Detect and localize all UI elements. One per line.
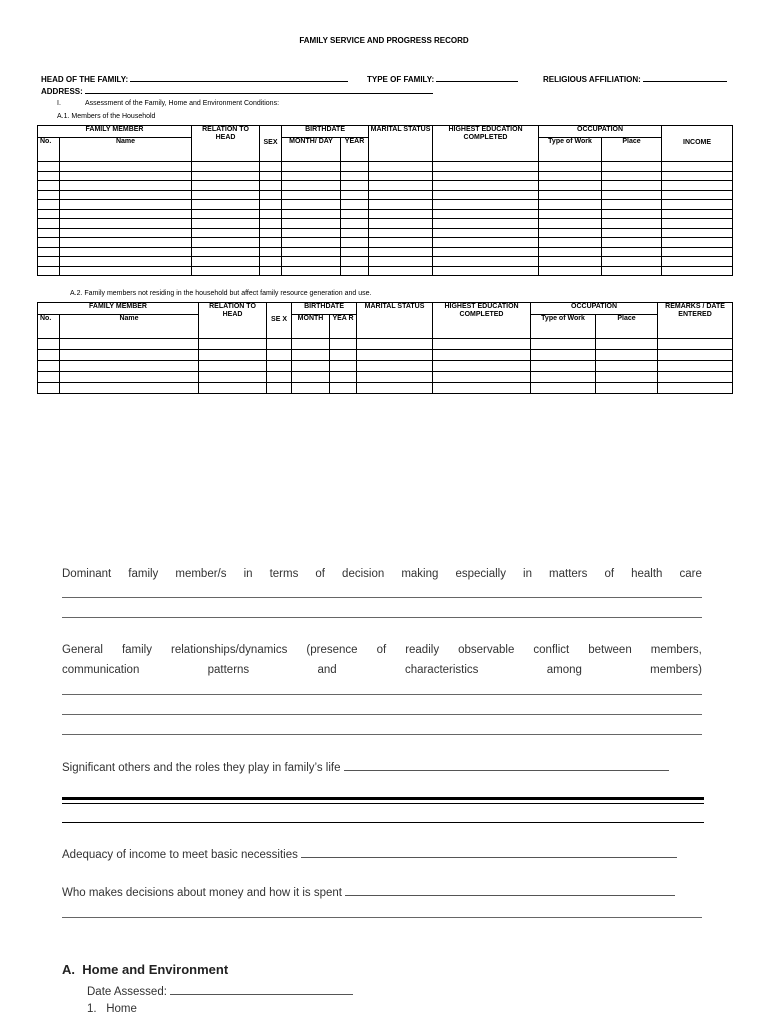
table-cell[interactable] [38,181,60,191]
table-cell[interactable] [433,171,539,181]
question-money-decisions [62,886,675,899]
table-cell[interactable] [38,257,60,267]
table-cell[interactable] [292,339,330,350]
table-cell[interactable] [199,383,267,394]
table-cell[interactable] [341,200,369,210]
table-cell[interactable] [260,219,282,229]
col-occupation: OCCUPATION [539,126,662,138]
table-cell[interactable] [341,257,369,267]
table-cell[interactable] [282,190,341,200]
table-cell[interactable] [199,350,267,361]
table-cell[interactable] [369,171,433,181]
table-cell[interactable] [662,171,733,181]
col-name: Name [60,138,192,162]
col2-sex: SE X [267,303,292,339]
table-cell[interactable] [369,162,433,172]
table-cell[interactable] [38,247,60,257]
table-cell[interactable] [192,171,260,181]
table-cell[interactable] [282,181,341,191]
type-of-family-label: TYPE OF FAMILY: [367,75,435,84]
table-cell[interactable] [282,228,341,238]
table-cell[interactable] [531,350,596,361]
table-cell[interactable] [60,171,192,181]
table-cell[interactable] [330,383,357,394]
type-of-family-line [436,74,518,82]
table-row [38,200,733,210]
table-cell[interactable] [602,257,662,267]
table-cell[interactable] [596,361,658,372]
divider-thick [62,797,704,800]
answer-line[interactable] [62,734,702,735]
table-cell[interactable] [433,228,539,238]
home-item [87,1003,137,1015]
table-cell[interactable] [539,209,602,219]
table-cell[interactable] [531,339,596,350]
table-cell[interactable] [539,190,602,200]
table-cell[interactable] [433,266,539,276]
table-cell[interactable] [60,257,192,267]
table-cell[interactable] [192,219,260,229]
address-line [85,86,433,94]
table-cell[interactable] [602,162,662,172]
table-cell[interactable] [260,238,282,248]
table-cell[interactable] [539,238,602,248]
col2-place: Place [596,315,658,339]
table-cell[interactable] [662,266,733,276]
table-cell[interactable] [433,209,539,219]
table-cell[interactable] [199,339,267,350]
table-cell[interactable] [38,190,60,200]
table-cell[interactable] [38,200,60,210]
table-cell[interactable] [539,171,602,181]
table-cell[interactable] [357,350,433,361]
table-cell[interactable] [60,162,192,172]
table-cell[interactable] [369,228,433,238]
table-cell[interactable] [531,361,596,372]
table-cell[interactable] [539,219,602,229]
type-of-family-field[interactable] [367,74,518,84]
table-cell[interactable] [60,219,192,229]
significant-others-line[interactable] [344,761,669,771]
table-cell[interactable] [38,209,60,219]
col2-month: MONTH [292,315,330,339]
table-cell[interactable] [192,181,260,191]
table-cell[interactable] [433,383,531,394]
answer-line[interactable] [62,694,702,695]
table-cell[interactable] [341,209,369,219]
religious-affiliation-label: RELIGIOUS AFFILIATION: [543,75,641,84]
table-cell[interactable] [38,339,60,350]
col2-no: No. [38,315,60,339]
col2-year: YEA R [330,315,357,339]
table-cell[interactable] [282,171,341,181]
table-cell[interactable] [602,247,662,257]
table-row [38,238,733,248]
table-cell[interactable] [192,238,260,248]
table-cell[interactable] [602,209,662,219]
col2-occupation: OCCUPATION [531,303,658,315]
table-cell[interactable] [341,238,369,248]
table-cell[interactable] [267,339,292,350]
table-cell[interactable] [267,361,292,372]
table-row [38,228,733,238]
section-title: Assessment of the Family, Home and Environment Conditions: [85,100,280,107]
table-cell[interactable] [357,372,433,383]
religious-affiliation-line [643,74,727,82]
table-cell[interactable] [260,209,282,219]
table-cell[interactable] [662,247,733,257]
section-title: Home and Environment [82,962,229,977]
table-cell[interactable] [282,209,341,219]
table-row [38,181,733,191]
table-cell[interactable] [330,372,357,383]
table-cell[interactable] [662,219,733,229]
table-row [38,372,733,383]
page-title: FAMILY SERVICE AND PROGRESS RECORD [299,36,469,45]
table-row [38,162,733,172]
table-cell[interactable] [531,383,596,394]
table-cell[interactable] [369,200,433,210]
table-cell[interactable] [192,162,260,172]
table-cell[interactable] [192,247,260,257]
table-cell[interactable] [596,372,658,383]
table-row [38,171,733,181]
non-resident-members-table [37,302,733,394]
table-cell[interactable] [267,383,292,394]
table-cell[interactable] [539,266,602,276]
col-month-day: MONTH/ DAY [282,138,341,162]
section-letter: A. [62,962,75,977]
col2-education: HIGHEST EDUCATION COMPLETED [433,303,531,339]
table-cell[interactable] [60,350,199,361]
table-cell[interactable] [38,266,60,276]
table-row [38,339,733,350]
question-dominant-member: Dominant family member/s in terms of decision making especially in matters of health care [62,568,702,580]
question-family-relationships: General family relationships/dynamics (presence of readily observable conflict between members, [62,644,702,656]
table-cell[interactable] [662,190,733,200]
table-cell[interactable] [602,200,662,210]
table-cell[interactable] [602,238,662,248]
table-cell[interactable] [602,190,662,200]
head-of-family-field[interactable] [41,74,348,84]
table-cell[interactable] [596,339,658,350]
table-row [38,257,733,267]
col-type-of-work: Type of Work [539,138,602,162]
table-cell[interactable] [192,200,260,210]
table-cell[interactable] [330,350,357,361]
col-family-member: FAMILY MEMBER [38,126,192,138]
table-cell[interactable] [282,219,341,229]
table-cell[interactable] [658,383,733,394]
table-row [38,361,733,372]
table-cell[interactable] [662,228,733,238]
table-cell[interactable] [60,209,192,219]
table-cell[interactable] [602,171,662,181]
table-row [38,219,733,229]
table-cell[interactable] [192,228,260,238]
table-cell[interactable] [357,339,433,350]
table-cell[interactable] [38,219,60,229]
col-birthdate: BIRTHDATE [282,126,369,138]
table-cell[interactable] [192,266,260,276]
table-row [38,209,733,219]
table-cell[interactable] [267,350,292,361]
table-cell[interactable] [433,339,531,350]
table-cell[interactable] [433,200,539,210]
address-label: ADDRESS: [41,87,83,96]
table-cell[interactable] [282,238,341,248]
table-cell[interactable] [433,361,531,372]
col2-family-member: FAMILY MEMBER [38,303,199,315]
table-cell[interactable] [369,190,433,200]
table-cell[interactable] [433,181,539,191]
table-cell[interactable] [60,238,192,248]
table-row [38,190,733,200]
answer-line[interactable] [62,714,702,715]
table-cell[interactable] [433,238,539,248]
col2-type-of-work: Type of Work [531,315,596,339]
answer-line[interactable] [62,917,702,918]
date-assessed-field [87,985,353,998]
table-cell[interactable] [357,383,433,394]
date-assessed-label: Date Assessed: [87,986,167,998]
question-significant-others [62,761,669,774]
table-cell[interactable] [60,361,199,372]
question-adequacy-income [62,848,677,861]
table-cell[interactable] [199,361,267,372]
table-cell[interactable] [267,372,292,383]
table-cell[interactable] [662,238,733,248]
col-sex: SEX [260,126,282,162]
table-cell[interactable] [260,171,282,181]
table-cell[interactable] [369,219,433,229]
table-cell[interactable] [658,350,733,361]
subsection-a1-title: A.1. Members of the Household [57,113,156,120]
col-education: HIGHEST EDUCATION COMPLETED [433,126,539,162]
table-cell[interactable] [341,219,369,229]
table-cell[interactable] [369,209,433,219]
table-cell[interactable] [539,257,602,267]
table-cell[interactable] [658,361,733,372]
table-cell[interactable] [60,383,199,394]
table-cell[interactable] [596,383,658,394]
col2-remarks: REMARKS / DATE ENTERED [658,303,733,339]
head-of-family-label: HEAD OF THE FAMILY: [41,75,129,84]
table-cell[interactable] [531,372,596,383]
table-cell[interactable] [369,247,433,257]
table-row [38,383,733,394]
adequacy-line[interactable] [301,848,677,858]
table-cell[interactable] [539,247,602,257]
table-cell[interactable] [38,383,60,394]
table-cell[interactable] [60,247,192,257]
table-cell[interactable] [60,190,192,200]
adequacy-label: Adequacy of income to meet basic necessities [62,849,298,861]
table-cell[interactable] [341,171,369,181]
table-cell[interactable] [539,228,602,238]
col2-birthdate: BIRTHDATE [292,303,357,315]
table-cell[interactable] [330,339,357,350]
table-cell[interactable] [260,257,282,267]
col-year: YEAR [341,138,369,162]
table-cell[interactable] [341,247,369,257]
table-cell[interactable] [60,339,199,350]
table-cell[interactable] [38,238,60,248]
table-cell[interactable] [369,181,433,191]
table-cell[interactable] [602,266,662,276]
table-cell[interactable] [38,372,60,383]
table-cell[interactable] [60,266,192,276]
table-cell[interactable] [38,228,60,238]
table-cell[interactable] [341,162,369,172]
table-cell[interactable] [282,200,341,210]
table-cell[interactable] [662,257,733,267]
table-cell[interactable] [330,361,357,372]
table-cell[interactable] [662,162,733,172]
col-no: No. [38,138,60,162]
table-cell[interactable] [292,383,330,394]
table-cell[interactable] [260,181,282,191]
table-cell[interactable] [357,361,433,372]
col2-marital: MARITAL STATUS [357,303,433,339]
home-item-label: Home [106,1003,137,1015]
table-cell[interactable] [60,372,199,383]
table-cell[interactable] [341,266,369,276]
divider-thin [62,803,704,804]
home-item-number: 1. [87,1003,97,1015]
table-cell[interactable] [60,200,192,210]
table-cell[interactable] [60,181,192,191]
table-cell[interactable] [292,372,330,383]
section-number: I. [57,100,61,107]
table-cell[interactable] [192,257,260,267]
table-cell[interactable] [662,200,733,210]
col-relation: RELATION TO HEAD [192,126,260,162]
question-family-relationships-cont: communication patterns and characteristics among members) [62,664,702,676]
table-cell[interactable] [260,162,282,172]
table-cell[interactable] [38,171,60,181]
col-marital: MARITAL STATUS [369,126,433,162]
table-row [38,247,733,257]
table-cell[interactable] [433,162,539,172]
table-cell[interactable] [282,162,341,172]
table-cell[interactable] [38,350,60,361]
answer-line[interactable] [62,617,702,618]
table-cell[interactable] [260,200,282,210]
table-cell[interactable] [199,372,267,383]
table-cell[interactable] [433,257,539,267]
table-cell[interactable] [260,228,282,238]
table-cell[interactable] [596,350,658,361]
table-cell[interactable] [539,200,602,210]
head-of-family-line [130,74,348,82]
table-cell[interactable] [662,181,733,191]
table-cell[interactable] [260,266,282,276]
col-place: Place [602,138,662,162]
money-decisions-line[interactable] [345,886,675,896]
table-cell[interactable] [341,228,369,238]
table-cell[interactable] [282,257,341,267]
table-cell[interactable] [433,247,539,257]
table-cell[interactable] [539,181,602,191]
table-cell[interactable] [292,350,330,361]
col2-name: Name [60,315,199,339]
address-field[interactable] [41,86,433,96]
religious-affiliation-field[interactable] [543,74,727,84]
significant-others-label: Significant others and the roles they play in family’s life [62,762,341,774]
table-cell[interactable] [282,266,341,276]
table-cell[interactable] [260,247,282,257]
table-cell[interactable] [38,162,60,172]
answer-line[interactable] [62,597,702,598]
table-cell[interactable] [60,228,192,238]
table-cell[interactable] [369,266,433,276]
table-cell[interactable] [602,181,662,191]
table-cell[interactable] [539,162,602,172]
table-cell[interactable] [192,209,260,219]
table-cell[interactable] [369,257,433,267]
table-row [38,350,733,361]
table-cell[interactable] [433,190,539,200]
table-cell[interactable] [369,238,433,248]
subsection-a2-title: A.2. Family members not residing in the household but affect family resource generation and use. [70,290,372,297]
table-cell[interactable] [662,209,733,219]
table-cell[interactable] [433,350,531,361]
col-income: INCOME [662,126,733,162]
table-row [38,266,733,276]
household-members-table [37,125,733,276]
table-cell[interactable] [260,190,282,200]
table-cell[interactable] [602,219,662,229]
table-cell[interactable] [658,339,733,350]
money-decisions-label: Who makes decisions about money and how it is spent [62,887,342,899]
table-cell[interactable] [602,228,662,238]
table-cell[interactable] [341,190,369,200]
table-cell[interactable] [433,219,539,229]
table-cell[interactable] [292,361,330,372]
table-cell[interactable] [341,181,369,191]
table-cell[interactable] [192,190,260,200]
table-cell[interactable] [282,247,341,257]
table-cell[interactable] [658,372,733,383]
date-assessed-line[interactable] [170,985,353,995]
divider-bottom [62,822,704,823]
col2-relation: RELATION TO HEAD [199,303,267,339]
table-cell[interactable] [38,361,60,372]
table-cell[interactable] [433,372,531,383]
section-home-environment-heading [62,962,228,977]
